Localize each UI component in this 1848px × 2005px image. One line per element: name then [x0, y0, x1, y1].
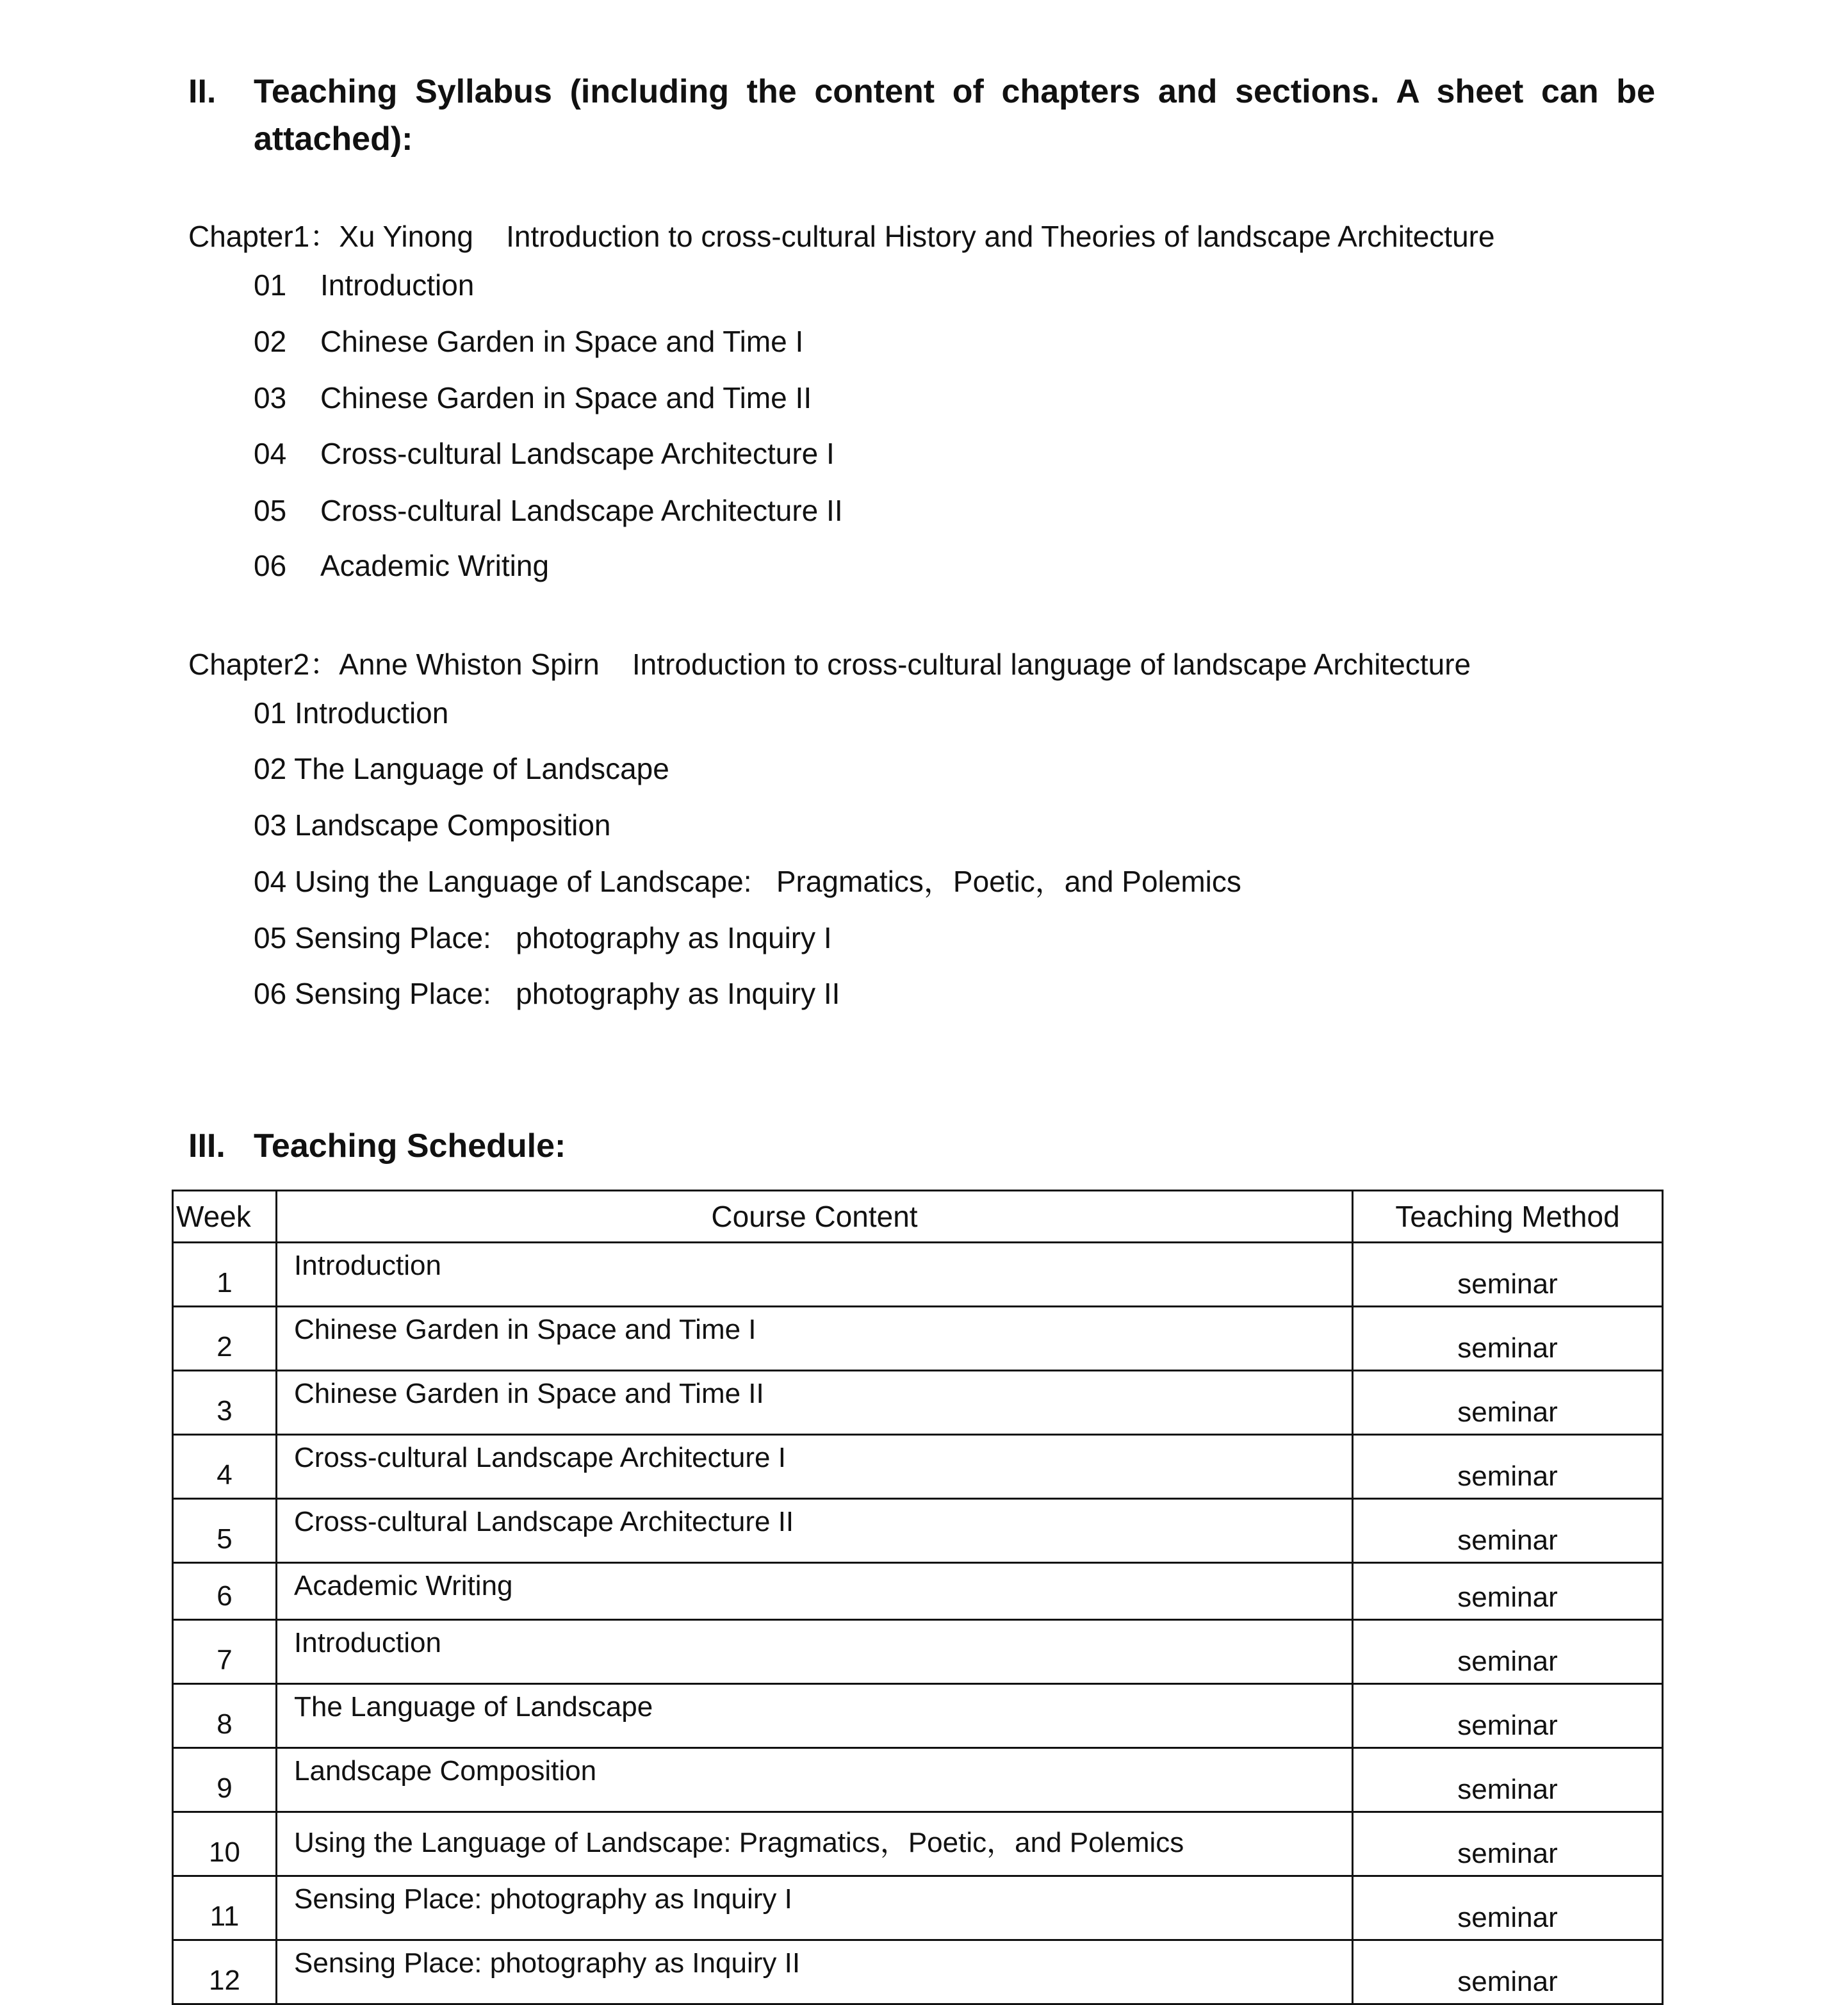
content-cell: Introduction	[277, 1620, 1353, 1684]
method-cell: seminar	[1353, 1499, 1663, 1563]
week-cell: 8	[173, 1684, 277, 1748]
header-teaching-method: Teaching Method	[1353, 1191, 1663, 1243]
item-number: 06	[254, 549, 287, 582]
chapter-2-item: 06 Sensing Place: photography as Inquiry II	[254, 977, 840, 1010]
table-header-row	[173, 1191, 1663, 1243]
chapter-1-heading: Chapter1：Xu Yinong Introduction to cross-cultural History and Theories of landscape Architecture	[188, 220, 1495, 253]
table-row	[173, 1435, 1663, 1499]
week-cell: 9	[173, 1748, 277, 1812]
method-cell: seminar	[1353, 1940, 1663, 2004]
method-cell: seminar	[1353, 1876, 1663, 1940]
table-row	[173, 1243, 1663, 1307]
content-cell: The Language of Landscape	[277, 1684, 1353, 1748]
chapter-2-item: 02 The Language of Landscape	[254, 752, 669, 785]
table-row	[173, 1371, 1663, 1435]
header-course-content: Course Content	[277, 1191, 1353, 1243]
week-cell: 4	[173, 1435, 277, 1499]
week-cell: 6	[173, 1563, 277, 1620]
content-cell: Introduction	[277, 1243, 1353, 1307]
table-row	[173, 1748, 1663, 1812]
content-cell: Sensing Place: photography as Inquiry II	[277, 1940, 1353, 2004]
content-cell: Chinese Garden in Space and Time II	[277, 1371, 1353, 1435]
chapter-1-item	[254, 379, 812, 417]
table-row	[173, 1684, 1663, 1748]
chapter-1-item	[254, 546, 549, 585]
method-cell: seminar	[1353, 1563, 1663, 1620]
table-row	[173, 1620, 1663, 1684]
content-cell: Cross-cultural Landscape Architecture II	[277, 1499, 1353, 1563]
method-cell: seminar	[1353, 1243, 1663, 1307]
content-cell: Chinese Garden in Space and Time I	[277, 1307, 1353, 1371]
chapter-1-item	[254, 322, 803, 361]
item-number: 02	[254, 325, 287, 358]
teaching-schedule-table	[172, 1190, 1664, 2005]
content-cell: Using the Language of Landscape: Pragmatics，Poetic，and Polemics	[277, 1812, 1353, 1876]
chapter-2-item: 05 Sensing Place: photography as Inquiry I	[254, 921, 832, 954]
chapter-2-item: 04 Using the Language of Landscape: Pragmatics，Poetic，and Polemics	[254, 865, 1241, 898]
table-row	[173, 1876, 1663, 1940]
table-row	[173, 1940, 1663, 2004]
section-3-heading	[188, 1122, 1655, 1170]
item-number: 05	[254, 494, 287, 527]
item-label: Chinese Garden in Space and Time II	[320, 381, 812, 414]
section-3-title: Teaching Schedule:	[254, 1127, 566, 1165]
section-3-number: III.	[188, 1127, 225, 1165]
item-number: 01	[254, 268, 287, 302]
item-label: Cross-cultural Landscape Architecture II	[320, 494, 843, 527]
week-cell: 3	[173, 1371, 277, 1435]
table-row	[173, 1812, 1663, 1876]
method-cell: seminar	[1353, 1435, 1663, 1499]
content-cell: Sensing Place: photography as Inquiry I	[277, 1876, 1353, 1940]
section-2-heading	[188, 68, 1655, 163]
item-label: Introduction	[320, 268, 475, 302]
item-number: 03	[254, 381, 287, 414]
table-row	[173, 1307, 1663, 1371]
content-cell: Landscape Composition	[277, 1748, 1353, 1812]
chapter-2-item: 03 Landscape Composition	[254, 808, 611, 842]
chapter-1-item	[254, 266, 474, 304]
item-label: Cross-cultural Landscape Architecture I	[320, 437, 835, 470]
item-label: Chinese Garden in Space and Time I	[320, 325, 804, 358]
table-row	[173, 1563, 1663, 1620]
week-cell: 11	[173, 1876, 277, 1940]
item-number: 04	[254, 437, 287, 470]
chapter-2-heading: Chapter2：Anne Whiston Spirn Introduction to cross-cultural language of landscape Architecture	[188, 648, 1471, 681]
method-cell: seminar	[1353, 1620, 1663, 1684]
section-2-title: Teaching Syllabus (including the content of chapters and sections. A sheet can be attached):	[254, 73, 1655, 158]
method-cell: seminar	[1353, 1748, 1663, 1812]
item-label: Academic Writing	[320, 549, 550, 582]
week-cell: 12	[173, 1940, 277, 2004]
chapter-2-item: 01 Introduction	[254, 696, 449, 730]
week-cell: 7	[173, 1620, 277, 1684]
method-cell: seminar	[1353, 1307, 1663, 1371]
method-cell: seminar	[1353, 1371, 1663, 1435]
table-row	[173, 1499, 1663, 1563]
week-cell: 2	[173, 1307, 277, 1371]
content-cell: Cross-cultural Landscape Architecture I	[277, 1435, 1353, 1499]
chapter-1-item	[254, 491, 843, 530]
chapter-1-item	[254, 434, 835, 473]
week-cell: 10	[173, 1812, 277, 1876]
week-cell: 1	[173, 1243, 277, 1307]
header-week: Week	[173, 1191, 277, 1243]
week-cell: 5	[173, 1499, 277, 1563]
method-cell: seminar	[1353, 1684, 1663, 1748]
method-cell: seminar	[1353, 1812, 1663, 1876]
section-2-number: II.	[188, 73, 217, 110]
content-cell: Academic Writing	[277, 1563, 1353, 1620]
